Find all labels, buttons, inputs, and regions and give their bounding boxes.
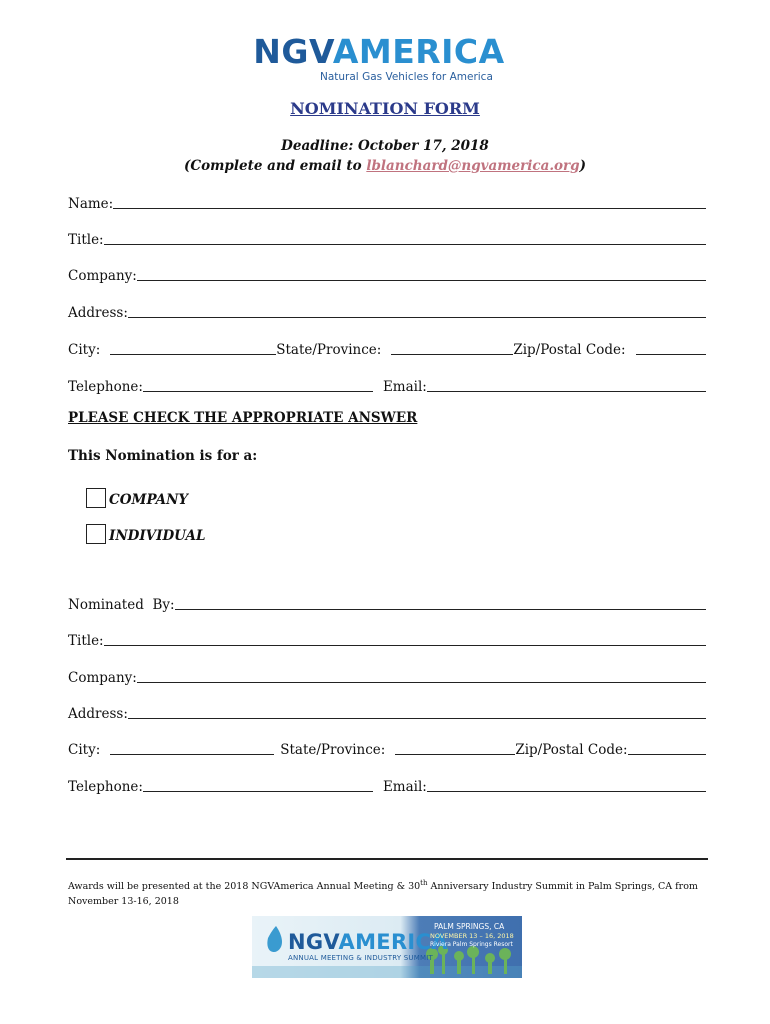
city-label: City: — [68, 342, 101, 358]
nominator-address-row — [68, 702, 706, 722]
nominator-telephone-field[interactable] — [143, 777, 373, 792]
nominated-by-label: Nominated By: — [68, 597, 175, 613]
city-state-zip-row — [68, 338, 706, 358]
nominator-email-label: Email: — [382, 779, 427, 795]
nominator-city-label: City: — [68, 742, 101, 758]
banner-ngv: NGV — [288, 930, 339, 954]
nominated-by-row — [68, 593, 706, 613]
instructions-text — [0, 158, 770, 174]
name-row — [68, 192, 706, 212]
nominator-address-field[interactable] — [128, 704, 706, 719]
state-field[interactable] — [391, 340, 513, 355]
logo-america-text: AMERICA — [332, 32, 505, 71]
nominator-state-field[interactable] — [395, 740, 515, 755]
nominator-company-label: Company: — [68, 670, 137, 686]
city-field[interactable] — [110, 340, 276, 355]
address-label: Address: — [68, 305, 128, 321]
nominator-address-label: Address: — [68, 706, 128, 722]
event-banner — [252, 916, 522, 978]
checkbox-company[interactable] — [86, 488, 106, 508]
zip-field[interactable] — [636, 340, 706, 355]
email-link[interactable]: lblanchard@ngvamerica.org — [366, 158, 580, 174]
banner-dates: NOVEMBER 13 – 16, 2018 — [430, 932, 514, 940]
instr-suffix: ) — [579, 158, 586, 174]
footer-note — [68, 876, 708, 909]
banner-venue: Riviera Palm Springs Resort — [430, 941, 513, 948]
address-field[interactable] — [128, 303, 706, 318]
telephone-field[interactable] — [143, 377, 373, 392]
footer-text-b: Anniversary Industry Summit in Palm Springs, CA from November 13-16, 2018 — [68, 881, 698, 908]
zip-label: Zip/Postal Code: — [513, 342, 626, 358]
option-individual[interactable] — [86, 520, 206, 544]
title-row — [68, 228, 706, 248]
banner-wordmark — [288, 930, 448, 954]
email-field[interactable] — [427, 377, 706, 392]
email-label: Email: — [382, 379, 427, 395]
nominator-telephone-label: Telephone: — [68, 779, 143, 795]
form-title: NOMINATION FORM — [290, 99, 480, 118]
option-company[interactable] — [86, 484, 188, 508]
footer-sup: th — [420, 879, 428, 887]
checkbox-individual[interactable] — [86, 524, 106, 544]
ngvamerica-logo — [244, 30, 514, 90]
nominated-by-field[interactable] — [175, 595, 706, 610]
option-company-label: COMPANY — [109, 492, 189, 508]
name-label: Name: — [68, 196, 114, 212]
company-label: Company: — [68, 268, 137, 284]
nominator-title-label: Title: — [68, 633, 104, 649]
nominator-company-field[interactable] — [137, 668, 706, 683]
state-label: State/Province: — [276, 342, 382, 358]
nominator-company-row — [68, 666, 706, 686]
option-individual-label: INDIVIDUAL — [109, 528, 206, 544]
logo-wordmark — [244, 32, 514, 72]
nominator-email-field[interactable] — [427, 777, 706, 792]
logo-ngv-text: NGV — [253, 32, 333, 71]
instr-prefix: (Complete and email to — [184, 158, 367, 174]
nominator-phone-email-row — [68, 775, 706, 795]
company-row — [68, 264, 706, 284]
check-heading: PLEASE CHECK THE APPROPRIATE ANSWER — [68, 410, 418, 426]
footer-text-a: Awards will be presented at the 2018 NGVAmerica Annual Meeting & 30 — [68, 881, 421, 893]
address-row — [68, 301, 706, 321]
banner-america: AMERICA — [338, 930, 448, 954]
deadline-text: Deadline: October 17, 2018 — [281, 138, 489, 154]
nominator-state-label: State/Province: — [280, 742, 386, 758]
telephone-label: Telephone: — [68, 379, 143, 395]
banner-subtitle: ANNUAL MEETING & INDUSTRY SUMMIT — [288, 954, 433, 962]
banner-location: PALM SPRINGS, CA — [434, 922, 505, 931]
title-label: Title: — [68, 232, 104, 248]
nominator-title-row — [68, 629, 706, 649]
phone-email-row — [68, 375, 706, 395]
company-field[interactable] — [137, 266, 706, 281]
nominator-zip-label: Zip/Postal Code: — [515, 742, 628, 758]
title-field[interactable] — [104, 230, 706, 245]
logo-tagline: Natural Gas Vehicles for America — [320, 71, 493, 83]
nominator-city-state-zip-row — [68, 738, 706, 758]
nominator-title-field[interactable] — [104, 631, 706, 646]
nomination-prompt: This Nomination is for a: — [68, 448, 258, 464]
nominator-city-field[interactable] — [110, 740, 274, 755]
name-field[interactable] — [113, 194, 706, 209]
nominator-zip-field[interactable] — [628, 740, 706, 755]
footer-divider — [66, 858, 708, 860]
